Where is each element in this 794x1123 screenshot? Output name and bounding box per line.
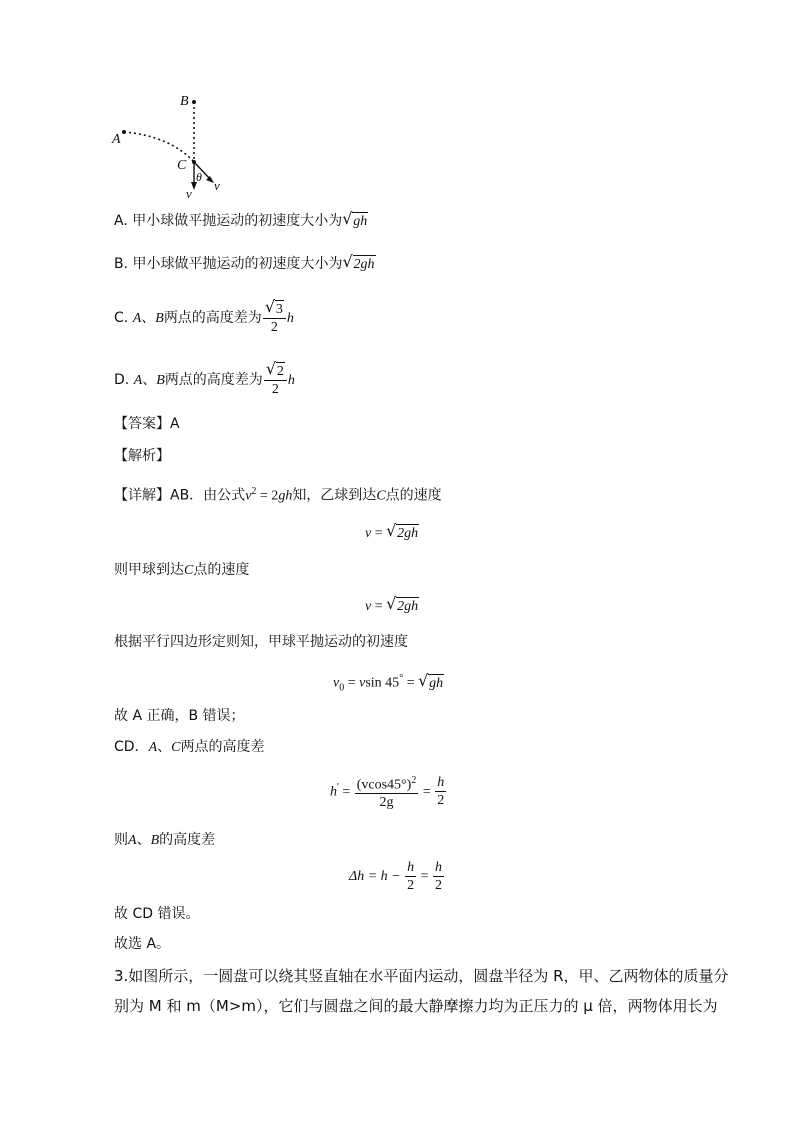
answer-tag: 【答案】	[114, 416, 170, 432]
equation-1: v = √ 2gh	[365, 521, 419, 541]
label-b: B	[180, 94, 189, 109]
question-3-line-1: 3.如图所示，一圆盘可以绕其竖直轴在水平面内运动，圆盘半径为 R，甲、乙两物体的质量分	[114, 967, 729, 985]
label-theta: θ	[196, 170, 202, 184]
point-a	[122, 130, 126, 134]
equation-5: Δh = h − $\frac{h}{2}$ = $\frac{h}{2}$	[349, 859, 443, 893]
equation-3: $v_0 = vsin$ 45° = √ gh	[333, 670, 444, 694]
answer-line	[114, 414, 180, 434]
label-v-down: v	[186, 186, 192, 201]
projectile-figure	[110, 92, 230, 204]
option-b: B. 甲小球做平抛运动的初速度大小为 √ 2gh	[114, 252, 375, 272]
answer-value: A	[170, 416, 180, 432]
detail-line-8: 故选 A。	[114, 936, 171, 952]
detail-line-1: 【详解】AB．由公式$v^2 = 2gh$知，乙球到达C点的速度	[114, 486, 442, 504]
detail-line-4: 故 A 正确，B 错误；	[114, 708, 245, 724]
fraction-sqrt2-over-2: √ 2 2	[264, 362, 287, 398]
option-d: D. A、B两点的高度差为 √ 2 2 h	[114, 359, 295, 397]
detail-line-6: 则A、B的高度差	[114, 832, 216, 848]
detail-line-5: CD．A、C两点的高度差	[114, 739, 265, 755]
label-a: A	[112, 132, 121, 147]
figure-drawing	[110, 92, 230, 204]
point-b	[192, 100, 196, 104]
analysis-tag: 【解析】	[114, 448, 170, 464]
sqrt-gh: √ gh	[342, 209, 368, 229]
question-3-line-2: 别为 M 和 m（M>m），它们与圆盘之间的最大静摩擦力均为正压力的 μ 倍，两物体用长为	[114, 997, 718, 1015]
option-c: C. A、B两点的高度差为 √ 3 2 h	[114, 297, 294, 335]
option-a: A. 甲小球做平抛运动的初速度大小为 √ gh	[114, 209, 368, 229]
detail-line-3: 根据平行四边形定则知，甲球平抛运动的初速度	[114, 634, 408, 650]
equation-4: h' = $\frac{(vcos45^\circ)^2}{2g}$ = $\frac{h}{2}$	[330, 770, 447, 811]
detail-line-7: 故 CD 错误。	[114, 906, 200, 922]
label-c: C	[177, 158, 187, 173]
fraction-sqrt3-over-2: √ 3 2	[263, 300, 286, 336]
sqrt-2gh: √ 2gh	[342, 252, 375, 272]
label-v-slant: v	[214, 178, 220, 193]
equation-2: v = √ 2gh	[365, 594, 419, 614]
detail-line-2: 则甲球到达C点的速度	[114, 562, 250, 578]
